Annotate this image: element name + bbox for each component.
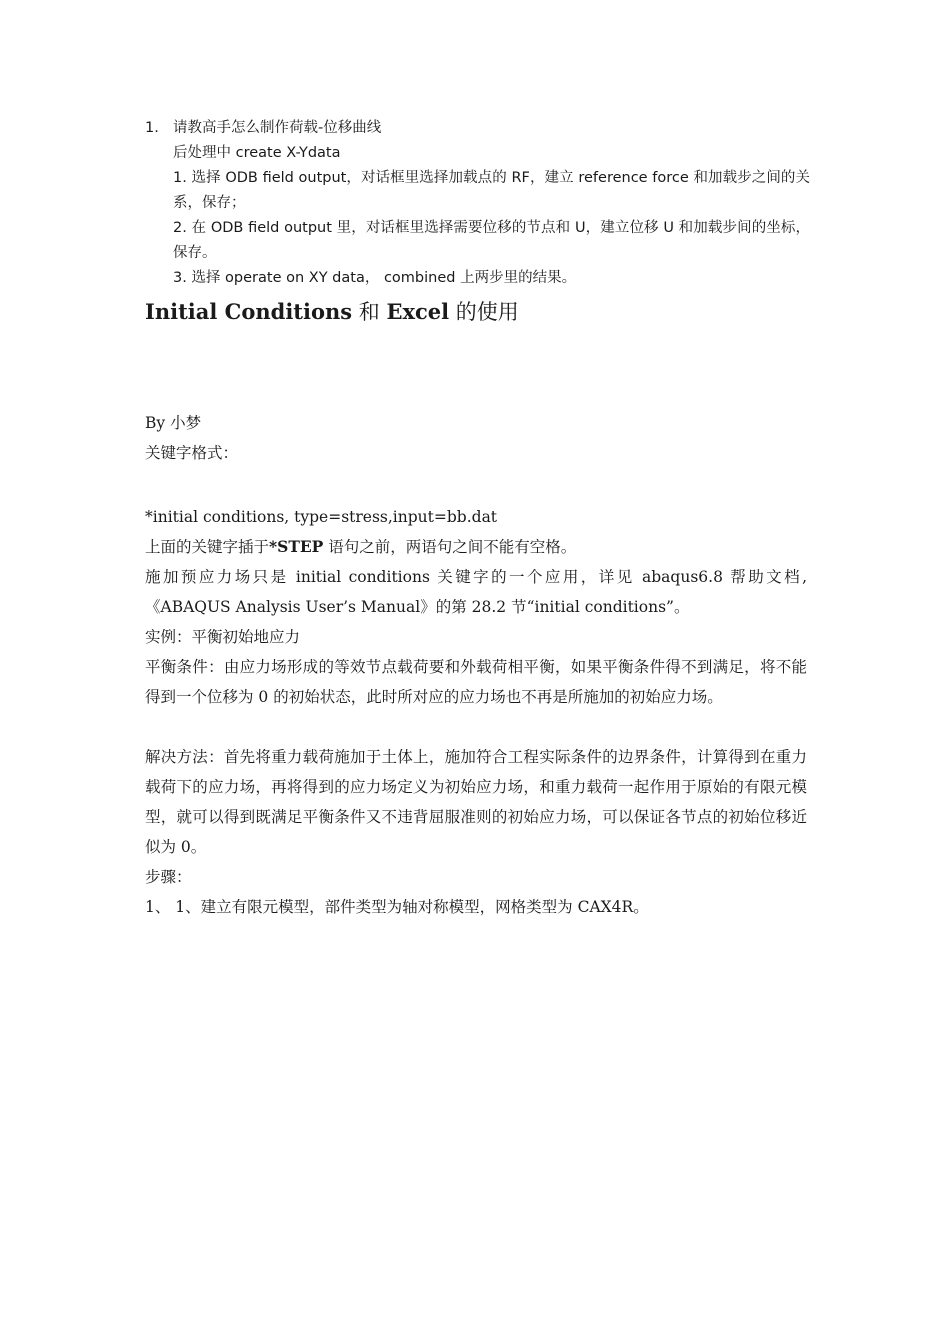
steps-label: 步骤： (145, 868, 192, 886)
question-number: 1. (145, 120, 159, 136)
question-step-2: 2. 在 ODB field output 里，对话框里选择需要位移的节点和 U，建立位移 U 和加载步间的坐标，保存。 (173, 220, 810, 261)
insert-instruction (145, 532, 807, 562)
insert-post: 语句之前，两语句之间不能有空格。 (323, 538, 577, 556)
author-line: By 小梦 (145, 414, 202, 432)
apply-paragraph: 施加预应力场只是 initial conditions 关键字的一个应用，详见 abaqus6.8 帮助文档,《ABAQUS Analysis User’s Manual》的第 28.2 节“initial conditions”。 (145, 568, 807, 616)
keyword-format-label: 关键字格式： (145, 444, 239, 462)
step-1-line: 1、 1、建立有限元模型，部件类型为轴对称模型，网格类型为 CAX4R。 (145, 898, 649, 916)
spacer (145, 468, 807, 502)
question-step-1: 1. 选择 ODB field output，对话框里选择加载点的 RF，建立 reference force 和加载步之间的关系，保存； (173, 170, 810, 211)
step-keyword: *STEP (269, 537, 324, 556)
balance-paragraph: 平衡条件：由应力场形成的等效节点载荷要和外载荷相平衡，如果平衡条件得不到满足，将不能得到一个位移为 0 的初始状态，此时所对应的应力场也不再是所施加的初始应力场。 (145, 658, 807, 706)
heading-part-and: 和 (352, 300, 387, 324)
question-title: 请教高手怎么制作荷载-位移曲线 (173, 120, 382, 136)
solution-paragraph: 解决方法：首先将重力载荷施加于土体上，施加符合工程实际条件的边界条件，计算得到在重力载荷下的应力场，再将得到的应力场定义为初始应力场，和重力载荷一起作用于原始的有限元模型，就可以得到既满足平衡条件又不违背屈服准则的初始应力场，可以保证各节点的初始位移近似为 0。 (145, 748, 807, 856)
question-line (145, 116, 810, 141)
spacer (145, 712, 807, 742)
question-block (145, 116, 810, 291)
heading-part-initial-conditions: Initial Conditions (145, 299, 353, 324)
section-heading (145, 296, 519, 326)
heading-part-usage: 的使用 (449, 300, 519, 324)
question-subtitle: 后处理中 create X-Ydata (173, 145, 341, 161)
keyword-line: *initial conditions, type=stress,input=bb.dat (145, 508, 498, 526)
heading-part-excel: Excel (386, 299, 450, 324)
body-text (145, 408, 807, 922)
question-step-3: 3. 选择 operate on XY data， combined 上两步里的结果。 (173, 270, 577, 286)
example-label: 实例：平衡初始地应力 (145, 628, 301, 646)
insert-pre: 上面的关键字插于 (145, 538, 270, 556)
